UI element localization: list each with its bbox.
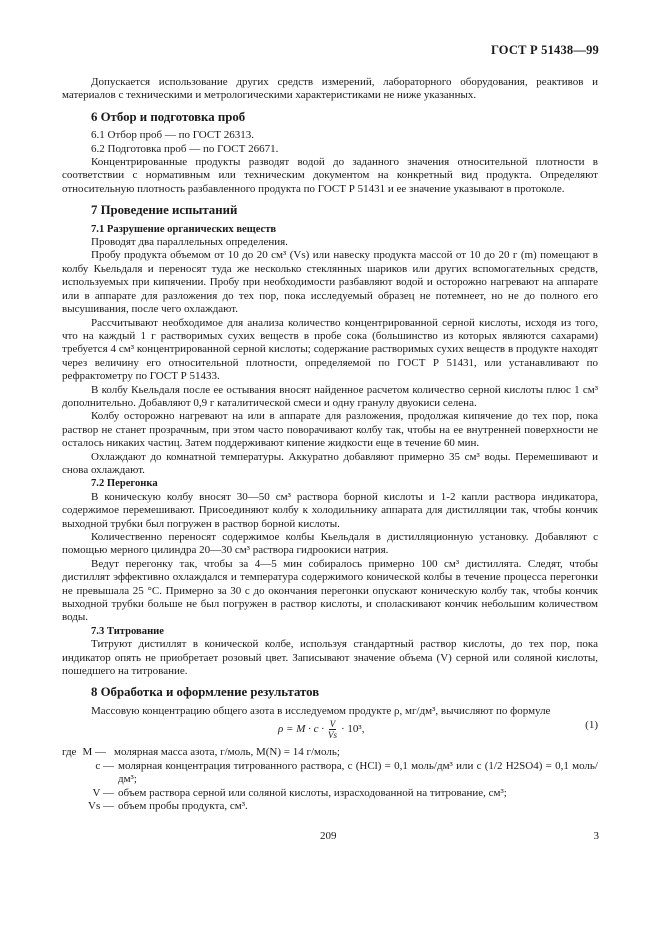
where-label: где — [62, 746, 77, 759]
section-6-1: 6.1 Отбор проб — по ГОСТ 26313. — [91, 129, 254, 142]
definition-text: молярная концентрация титрованного раствора, c (HCl) = 0,1 моль/дм³ или c (1/2 H2SO4) = 0,1 моль/дм³; — [118, 759, 598, 786]
formula-numerator: V — [329, 719, 336, 730]
definition-text: объем раствора серной или соляной кислоты, израсходованной на титрование, см³; — [118, 786, 507, 799]
section-7-1-p3: Рассчитывают необходимое для анализа количество концентрированной серной кислоты, исходя из того, что на каждый 1 г растворимых сухих веществ в пробе сока (большинство из которых являются сахарами) требуется 4 см³ концентрированной серной кислоты; содержание растворимых сухих веществ в продукте находят через величину его относительной плотности, определяемой по ГОСТ Р 51431, или устанавливают по рефрактометру по ГОСТ Р 51433. — [62, 316, 598, 383]
formula-number: (1) — [585, 719, 598, 732]
definition-item — [62, 760, 598, 787]
formula-fraction — [328, 719, 337, 740]
section-7-2-p3: Ведут перегонку так, чтобы за 4—5 мин собиралось примерно 100 см³ дистиллята. Следят, чтобы дистиллят эффективно охлаждался и температура содержимого конической колбы в течение процесса перегонки не превышала 25 °С. Примерно за 30 с до окончания перегонки опускают коническую колбу так, чтобы кончик выходной трубки больше не был погружен в раствор кислоты, и споласкивают кончик небольшим количеством воды. — [62, 557, 598, 624]
definition-text: объем пробы продукта, см³. — [118, 799, 248, 812]
section-7-1-p2: Пробу продукта объемом от 10 до 20 см³ (Vs) или навеску продукта массой от 10 до 20 г (m) помещают в колбу Кьельдаля и переносят туда же несколько стеклянных шариков или других вспомогательных средств, используемых при кипячении. Пробу при необходимости разбавляют водой и осторожно нагревают на аппарате или в аппарате для разложения до тех пор, пока исследуемый образец не потемнеет, но не до полного его высушивания, после чего охлаждают. — [62, 249, 598, 316]
formula-tail: · 10³, — [341, 723, 365, 736]
section-7-title: 7 Проведение испытаний — [91, 203, 238, 218]
definition-text: молярная масса азота, г/моль, M(N) = 14 г/моль; — [113, 746, 340, 759]
section-7-1-p1: Проводят два параллельных определения. — [91, 236, 288, 249]
section-6-paragraph: Концентрированные продукты разводят водой до заданного значения относительной плотности в соответствии с нормативным или техническим документом на конкретный вид продукта. Определяют относительную плотность разбавленного продукта по ГОСТ Р 51431 и ее значение указывают в протоколе. — [62, 156, 598, 195]
definition-item — [62, 787, 598, 800]
section-8-title: 8 Обработка и оформление результатов — [91, 685, 320, 700]
definition-symbol: M — — [82, 746, 106, 759]
section-7-3-title: 7.3 Титрование — [91, 625, 164, 637]
page-number-center: 209 — [320, 830, 337, 842]
section-7-1-p5: Колбу осторожно нагревают на или в аппарате для разложения, продолжая кипячение до тех пор, пока раствор не станет прозрачным, при этом часто поворачивают колбу так, чтобы на ее внутренней поверхности не осталось никаких частиц. Затем поддерживают кипение жидкости еще в течение 60 мин. — [62, 410, 598, 450]
formula-denominator: Vs — [328, 730, 337, 741]
document-body — [62, 76, 598, 813]
definition-symbol: V — — [92, 786, 114, 799]
definition-symbol: Vs — — [88, 799, 114, 812]
standard-header: ГОСТ Р 51438—99 — [490, 43, 599, 57]
section-7-1-title: 7.1 Разрушение органических веществ — [91, 223, 277, 235]
section-6-title: 6 Отбор и подготовка проб — [91, 109, 246, 124]
section-7-1-p6: Охлаждают до комнатной температуры. Аккуратно добавляют примерно 35 см³ воды. Перемешивают и снова охлаждают. — [62, 450, 598, 476]
section-7-2-p1: В коническую колбу вносят 30—50 см³ раствора борной кислоты и 1-2 капли раствора индикатора, содержимое перемешивают. Присоединяют колбу к холодильнику аппарата для дистилляции так, чтобы кончик выходной трубки был погружен в раствор борной кислоты. — [62, 490, 598, 530]
definition-item — [62, 746, 598, 759]
formula-1 — [62, 719, 598, 741]
section-6-2: 6.2 Подготовка проб — по ГОСТ 26671. — [91, 142, 279, 155]
formula-expression — [278, 719, 364, 740]
section-7-2-p2: Количественно переносят содержимое колбы Кьельдаля в дистилляционную установку. Добавляют с помощью мерного цилиндра 20—30 см³ раствора гидроокиси натрия. — [62, 531, 598, 557]
section-7-2-title: 7.2 Перегонка — [91, 478, 158, 490]
page-number-right: 3 — [593, 830, 599, 842]
formula-lhs: ρ = M · c · — [278, 723, 324, 736]
definitions-list — [62, 746, 598, 813]
section-7-1-p4: В колбу Кьельдаля после ее остывания вносят найденное расчетом количество серной кислоты плюс 1 см³ дополнительно. Добавляют 0,9 г каталитической смеси и одну гранулу двуокиси селена. — [62, 383, 598, 409]
definition-symbol: c — — [95, 759, 114, 772]
definition-item — [62, 800, 598, 813]
intro-paragraph: Допускается использование других средств измерений, лабораторного оборудования, реактивов и материалов с техническими и метрологическими характеристиками не ниже указанных. — [62, 76, 598, 102]
section-8-p1: Массовую концентрацию общего азота в исследуемом продукте ρ, мг/дм³, вычисляют по формуле — [91, 704, 551, 717]
section-7-3-p1: Титруют дистиллят в конической колбе, используя стандартный раствор кислоты, до тех пор, пока индикатор опять не приобретает розовый цвет. Записывают значение объема (V) серной или соляной кислоты, пошедшего на титрование. — [62, 638, 598, 678]
